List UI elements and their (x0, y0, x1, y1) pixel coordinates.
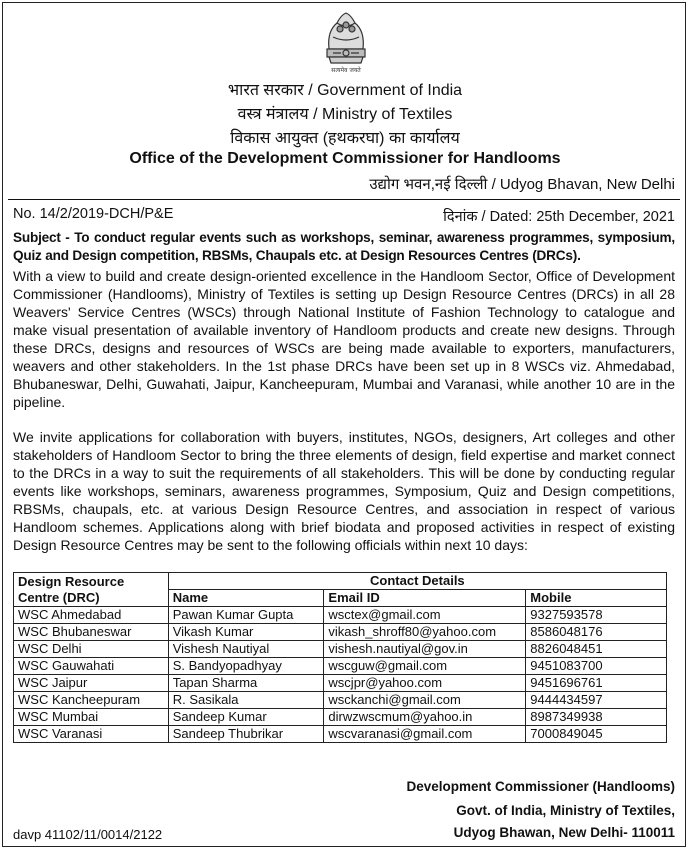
table-row (14, 726, 667, 743)
email-cell: wsckanchi@gmail.com (324, 692, 526, 709)
mobile-header: Mobile (526, 590, 667, 607)
national-emblem-icon (319, 9, 373, 75)
notice-date: दिनांक / Dated: 25th December, 2021 (443, 209, 675, 225)
divider (8, 199, 680, 200)
email-cell: wscvaranasi@gmail.com (324, 726, 526, 743)
mobile-cell: 9451696761 (526, 675, 667, 692)
name-cell: Sandeep Thubrikar (168, 726, 324, 743)
mobile-cell: 9451083700 (526, 658, 667, 675)
email-cell: wsctex@gmail.com (324, 607, 526, 624)
email-cell: wscguw@gmail.com (324, 658, 526, 675)
name-cell: Sandeep Kumar (168, 709, 324, 726)
reference-number: No. 14/2/2019-DCH/P&E (13, 206, 174, 222)
table-row (14, 692, 667, 709)
drc-cell: WSC Mumbai (14, 709, 169, 726)
paragraph-1: With a view to build and create design-oriented excellence in the Handloom Sector, Office of Development Commissioner (Handlooms), Ministry of Textiles is setting up Design Resource Centres (DRCs) in all 28 Weavers' Service Centres (WSCs) through National Institute of Fashion Technology to catalogue and make visual presentation of available inventory of Handloom products and create new designs. Through these DRCs, designs and resources of WSCs are being made available to exporters, manufacturers, weavers and other stakeholders. In the 1st phase DRCs have been set up in 8 WSCs viz. Ahmedabad, Bhubaneswar, Delhi, Guwahati, Jaipur, Kancheepuram, Mumbai and Varanasi, while another 10 are in the pipeline. (13, 268, 675, 410)
office-title: Office of the Development Commissioner for Handlooms (129, 150, 561, 167)
email-cell: dirwzwscmum@yahoo.in (324, 709, 526, 726)
contact-table-body (14, 607, 667, 743)
table-row (14, 675, 667, 692)
email-cell: wscjpr@yahoo.com (324, 675, 526, 692)
mobile-cell: 8586048176 (526, 624, 667, 641)
paragraph-2: We invite applications for collaboration with buyers, institutes, NGOs, designers, Art colleges and other stakeholders of Handloom Sector to bring the three elements of design, field expertise and market connect to the DRCs in a way to suit the requirements of all stakeholders. This will be done by conducting regular events like workshops, seminars, awareness programmes, Symposium, Quiz and Design competitions, RBSMs, chaupals, etc. at various Design Resource Centres, and association in respect of various Handloom schemes. Applications along with brief biodata and proposed activities in respect of existing Design Resource Centres may be sent to the following officials within next 10 days: (13, 429, 675, 553)
mobile-cell: 9327593578 (526, 607, 667, 624)
drc-cell: WSC Kancheepuram (14, 692, 169, 709)
svg-text:सत्यमेव जयते: सत्यमेव जयते (331, 67, 361, 74)
drc-cell: WSC Gauwahati (14, 658, 169, 675)
contact-table (13, 572, 667, 743)
header-line-2: वस्त्र मंत्रालय / Ministry of Textiles (237, 106, 453, 123)
notice-page (2, 2, 686, 847)
signature-title: Development Commissioner (Handlooms) (406, 779, 675, 794)
drc-cell: WSC Bhubaneswar (14, 624, 169, 641)
table-row (14, 624, 667, 641)
name-cell: S. Bandyopadhyay (168, 658, 324, 675)
name-cell: Vikash Kumar (168, 624, 324, 641)
email-header: Email ID (324, 590, 526, 607)
mobile-cell: 8987349938 (526, 709, 667, 726)
name-cell: Tapan Sharma (168, 675, 324, 692)
mobile-cell: 7000849045 (526, 726, 667, 743)
name-header: Name (168, 590, 324, 607)
contact-header: Contact Details (168, 573, 666, 590)
signature-department: Govt. of India, Ministry of Textiles, (456, 803, 675, 818)
table-row (14, 641, 667, 658)
header-line-1: भारत सरकार / Government of India (227, 82, 463, 99)
drc-cell: WSC Varanasi (14, 726, 169, 743)
mobile-cell: 9444434597 (526, 692, 667, 709)
email-cell: vikash_shroff80@yahoo.com (324, 624, 526, 641)
mobile-cell: 8826048451 (526, 641, 667, 658)
name-cell: R. Sasikala (168, 692, 324, 709)
drc-cell: WSC Ahmedabad (14, 607, 169, 624)
drc-header: Design Resource Centre (DRC) (14, 573, 169, 607)
name-cell: Pawan Kumar Gupta (168, 607, 324, 624)
name-cell: Vishesh Nautiyal (168, 641, 324, 658)
drc-cell: WSC Delhi (14, 641, 169, 658)
header-line-3: विकास आयुक्त (हथकरघा) का कार्यालय (230, 130, 460, 147)
table-row (14, 607, 667, 624)
subject-line: Subject - To conduct regular events such as workshops, seminar, awareness programmes, symposium, Quiz and Design competition, RBSMs, Chaupals etc. at Design Resources Centres (DRCs). (13, 230, 675, 263)
signature-address: Udyog Bhawan, New Delhi- 110011 (453, 825, 675, 840)
davp-code: davp 41102/11/0014/2122 (13, 827, 163, 842)
table-row (14, 709, 667, 726)
table-row (14, 658, 667, 675)
email-cell: vishesh.nautiyal@gov.in (324, 641, 526, 658)
drc-cell: WSC Jaipur (14, 675, 169, 692)
office-address: उद्योग भवन,नई दिल्ली / Udyog Bhavan, New Delhi (369, 176, 675, 193)
